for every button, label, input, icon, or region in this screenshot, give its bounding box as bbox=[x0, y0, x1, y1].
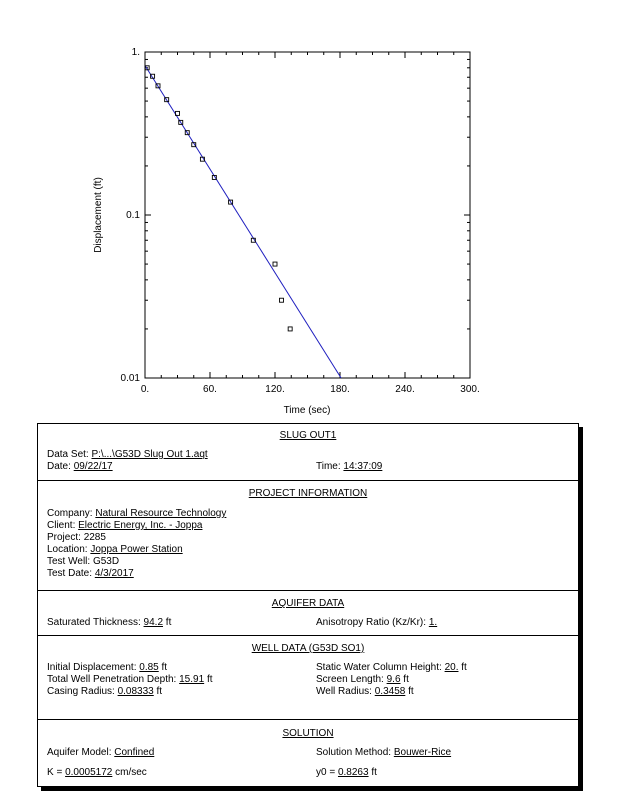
time-line bbox=[316, 461, 382, 473]
test-well-value: G53D bbox=[92, 556, 120, 567]
well-title: WELL DATA (G53D SO1) bbox=[251, 643, 365, 654]
y-axis-title: Displacement (ft) bbox=[93, 177, 104, 253]
y0-value: 0.8263 bbox=[337, 767, 369, 778]
project-title: PROJECT INFORMATION bbox=[248, 488, 368, 499]
aquifer-model-line: Aquifer Model: Confined bbox=[47, 747, 155, 758]
initial-displacement-line: Initial Displacement: 0.85 ft bbox=[47, 662, 168, 673]
location-line: Location: Joppa Power Station bbox=[47, 544, 183, 555]
time-label: Time: bbox=[316, 461, 341, 472]
casing-radius-line: Casing Radius: 0.08333 ft bbox=[47, 686, 163, 697]
solution-section bbox=[38, 719, 578, 786]
solution-method-line: Solution Method: Bouwer-Rice bbox=[316, 747, 452, 758]
y-tick-label: 1. bbox=[131, 47, 140, 58]
fit-line bbox=[145, 66, 341, 378]
x-axis-title: Time (sec) bbox=[283, 405, 331, 416]
k-line: K = 0.0005172 cm/sec bbox=[47, 767, 147, 778]
y-axis-ticks bbox=[121, 47, 470, 384]
static-water-value: 20. bbox=[444, 662, 459, 673]
project-value: 2285 bbox=[83, 532, 106, 543]
well-section bbox=[38, 635, 578, 720]
data-set-value: P:\...\G53D Slug Out 1.aqt bbox=[91, 449, 208, 460]
solution-method-value: Bouwer-Rice bbox=[393, 747, 452, 758]
data-set-label: Data Set: bbox=[47, 449, 89, 460]
data-points bbox=[145, 66, 292, 331]
screen-length-value: 9.6 bbox=[386, 674, 401, 685]
anisotropy-line: Anisotropy Ratio (Kz/Kr): 1. bbox=[316, 617, 438, 628]
well-radius-value: 0.3458 bbox=[374, 686, 406, 697]
time-value: 14:37:09 bbox=[343, 461, 383, 472]
test-well-line: Test Well: G53D bbox=[47, 556, 120, 567]
data-set-line bbox=[47, 449, 208, 461]
data-point bbox=[280, 298, 284, 302]
slug-title: SLUG OUT1 bbox=[279, 430, 337, 441]
slug-section bbox=[38, 424, 578, 480]
test-date-line: Test Date: 4/3/2017 bbox=[47, 568, 134, 579]
project-section bbox=[38, 480, 578, 591]
penetration-depth-value: 15.91 bbox=[179, 674, 205, 685]
x-tick-label: 60. bbox=[203, 384, 217, 395]
date-line bbox=[47, 461, 113, 473]
client-value: Electric Energy, Inc. - Joppa bbox=[78, 520, 203, 531]
client-line: Client: Electric Energy, Inc. - Joppa bbox=[47, 520, 203, 531]
aquifer-model-value: Confined bbox=[114, 747, 155, 758]
x-axis-ticks bbox=[141, 52, 480, 395]
y-tick-label: 0.1 bbox=[126, 210, 140, 221]
aquifer-section bbox=[38, 590, 578, 636]
location-value: Joppa Power Station bbox=[90, 544, 183, 555]
data-point bbox=[288, 327, 292, 331]
x-tick-label: 120. bbox=[265, 384, 285, 395]
company-value: Natural Resource Technology bbox=[95, 508, 227, 519]
x-tick-label: 0. bbox=[140, 384, 150, 395]
data-point bbox=[273, 262, 277, 266]
date-value: 09/22/17 bbox=[73, 461, 113, 472]
aquifer-title: AQUIFER DATA bbox=[271, 598, 345, 609]
solution-title: SOLUTION bbox=[282, 728, 334, 739]
k-value: 0.0005172 bbox=[65, 767, 113, 778]
initial-displacement-value: 0.85 bbox=[139, 662, 159, 673]
saturated-thickness-value: 94.2 bbox=[143, 617, 164, 628]
penetration-depth-line: Total Well Penetration Depth: 15.91 ft bbox=[47, 674, 213, 685]
well-radius-line: Well Radius: 0.3458 ft bbox=[316, 686, 414, 697]
x-tick-label: 300. bbox=[460, 384, 480, 395]
date-label: Date: bbox=[47, 461, 71, 472]
y-tick-label: 0.01 bbox=[120, 373, 140, 384]
screen-length-line: Screen Length: 9.6 ft bbox=[316, 674, 409, 685]
company-line: Company: Natural Resource Technology bbox=[47, 508, 227, 519]
y0-line: y0 = 0.8263 ft bbox=[316, 767, 377, 778]
x-tick-label: 240. bbox=[395, 384, 415, 395]
anisotropy-value: 1. bbox=[428, 617, 438, 628]
test-date-value: 4/3/2017 bbox=[94, 568, 134, 579]
project-line: Project: 2285 bbox=[47, 532, 106, 543]
report-panel bbox=[37, 423, 579, 787]
x-tick-label: 180. bbox=[330, 384, 350, 395]
casing-radius-value: 0.08333 bbox=[117, 686, 154, 697]
plot-frame bbox=[145, 52, 470, 378]
static-water-line: Static Water Column Height: 20. ft bbox=[316, 662, 467, 673]
saturated-thickness-line: Saturated Thickness: 94.2 ft bbox=[47, 617, 172, 628]
